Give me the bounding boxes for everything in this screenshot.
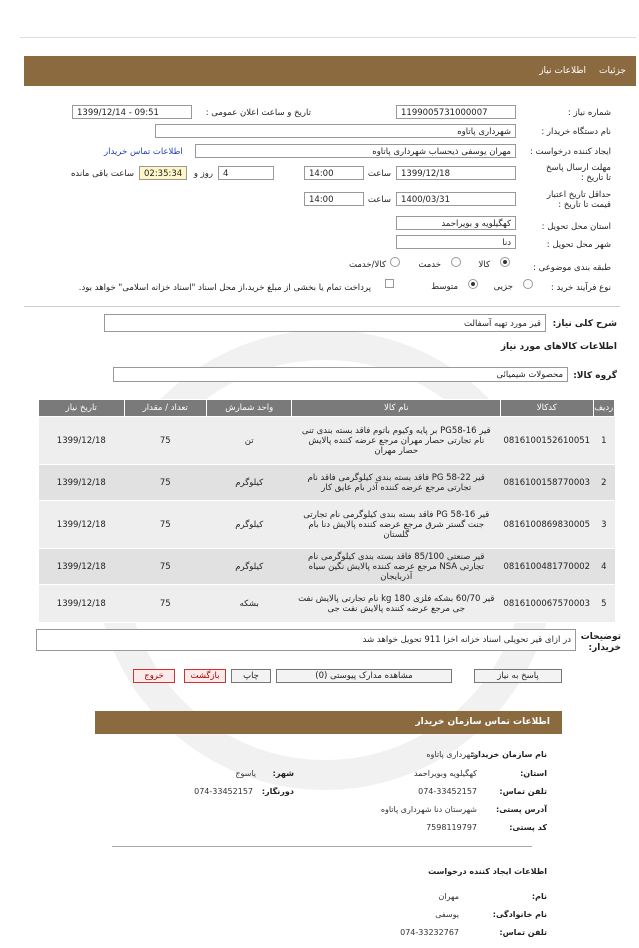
process-medium-radio[interactable]	[468, 279, 478, 289]
col-header-unit: واحد شمارش	[206, 400, 292, 417]
remaining-label: ساعت باقی مانده	[70, 169, 134, 179]
cell-code: 0816100158770003	[501, 465, 594, 501]
province-contact-value: کهگیلویه وبویراحمد	[413, 769, 477, 778]
table-header-row	[39, 400, 615, 417]
col-header-code: کدکالا	[501, 400, 594, 417]
deadline-date-field: 1399/12/18	[396, 166, 516, 180]
cell-index: 3	[593, 501, 614, 549]
cell-qty: 75	[124, 585, 206, 623]
divider	[24, 306, 620, 307]
cell-unit: کیلوگرم	[206, 501, 292, 549]
postal-label: کد پستی:	[509, 823, 547, 832]
deadline-time-label: ساعت	[367, 169, 391, 179]
table-row[interactable]	[39, 501, 615, 549]
items-title: اطلاعات کالاهای مورد نیاز	[500, 342, 617, 352]
contact-title: اطلاعات تماس سازمان خریدار	[415, 717, 550, 727]
summary-label: شرح کلی نیاز:	[552, 319, 617, 329]
cell-name: قیر PG 58-22 فاقد بسته بندی کیلوگرمی فاقد نام تجارتی مرجع عرضه کننده آذر بام عایق کار	[292, 465, 501, 501]
page-header	[24, 56, 636, 86]
deadline-time-field: 14:00	[304, 166, 364, 180]
province-field: کهگیلویه و بویراحمد	[396, 216, 516, 230]
cell-unit: بشکه	[206, 585, 292, 623]
cell-unit: کیلوگرم	[206, 549, 292, 585]
cell-unit: کیلوگرم	[206, 465, 292, 501]
buyer-field: شهرداری پاتاوه	[155, 124, 516, 138]
announce-label: تاریخ و ساعت اعلان عمومی :	[205, 108, 311, 118]
creator-field: مهران یوسفی ذیحساب شهرداری پاتاوه	[195, 144, 516, 158]
table-row[interactable]	[39, 549, 615, 585]
buyer-contact-link[interactable]: اطلاعات تماس خریدار	[104, 147, 183, 157]
announce-field: 1399/12/14 - 09:51	[72, 105, 192, 119]
city-contact-label: شهر:	[272, 769, 294, 778]
buyer-notes-field: در ازای قیر تحویلی اسناد خزانه اخزا 911 تحویل خواهد شد	[36, 629, 576, 651]
validity-date-field: 1400/03/31	[396, 192, 516, 206]
validity-time-field: 14:00	[304, 192, 364, 206]
remaining-time-field: 02:35:34	[139, 166, 187, 180]
category-goods-label: کالا	[478, 260, 490, 270]
cell-code: 0816100869830005	[501, 501, 594, 549]
table-row[interactable]	[39, 465, 615, 501]
process-label: نوع فرآیند خرید :	[550, 283, 611, 293]
process-partial-radio[interactable]	[523, 279, 533, 289]
contact-divider	[112, 846, 532, 847]
items-table	[38, 399, 615, 623]
buyer-notes-label: توضیحات خریدار:	[580, 632, 621, 653]
buyer-label: نام دستگاه خریدار :	[541, 127, 611, 137]
top-divider	[20, 37, 636, 38]
fax-value: 074-33452157	[194, 787, 253, 796]
print-button[interactable]: چاپ	[231, 669, 271, 683]
cell-date: 1399/12/18	[39, 501, 125, 549]
days-label: روز و	[193, 169, 213, 179]
cell-qty: 75	[124, 417, 206, 465]
days-field: 4	[218, 166, 274, 180]
name-label: نام:	[531, 892, 547, 901]
back-button[interactable]: بازگشت	[184, 669, 226, 683]
creator-info-title: اطلاعات ایجاد کننده درخواست	[428, 867, 547, 876]
cell-name: قیر 60/70 بشکه فلزی 180 kg نام تجارتی پالایش نفت جی مرجع عرضه کننده پالایش نفت جی	[292, 585, 501, 623]
cell-date: 1399/12/18	[39, 417, 125, 465]
validity-label: حداقل تاریخ اعتبار قیمت تا تاریخ :	[546, 190, 611, 210]
family-value: یوسفی	[435, 910, 459, 919]
cell-date: 1399/12/18	[39, 549, 125, 585]
address-value: شهرستان دنا شهرداری پاتاوه	[380, 805, 477, 814]
exit-button[interactable]: خروج	[133, 669, 175, 683]
cell-code: 0816100067570003	[501, 585, 594, 623]
cell-name: قیر PG58-16 بر پایه وکیوم باتوم فاقد بسته بندی تنی نام تجارتی حصار مهران مرجع عرضه کننده پالایش حصار مهران	[292, 417, 501, 465]
creator-phone-label: تلفن تماس:	[499, 928, 547, 937]
cell-index: 2	[593, 465, 614, 501]
cell-index: 1	[593, 417, 614, 465]
summary-field: قیر مورد تهیه آسفالت	[104, 314, 546, 332]
col-header-qty: تعداد / مقدار	[124, 400, 206, 417]
org-value: شهرداری پاتاوه	[426, 750, 477, 759]
table-row[interactable]	[39, 417, 615, 465]
table-row[interactable]	[39, 585, 615, 623]
view-docs-button[interactable]: مشاهده مدارک پیوستی (0)	[276, 669, 452, 683]
category-service-label: خدمت	[418, 260, 441, 270]
phone-value: 074-33452157	[418, 787, 477, 796]
payment-note: پرداخت تمام یا بخشی از مبلغ خرید،از محل اسناد "اسناد خزانه اسلامی" خواهد بود.	[78, 283, 371, 293]
cell-unit: تن	[206, 417, 292, 465]
name-value: مهران	[438, 892, 459, 901]
org-label: نام سازمان خریدار:	[470, 750, 547, 759]
fax-label: دورنگار:	[261, 787, 294, 796]
category-goods-service-label: کالا/خدمت	[349, 260, 386, 270]
phone-label: تلفن تماس:	[499, 787, 547, 796]
cell-date: 1399/12/18	[39, 585, 125, 623]
creator-phone-value: 074-33232767	[400, 928, 459, 937]
process-partial-label: جزیی	[493, 282, 513, 292]
cell-code: 0816100152610051	[501, 417, 594, 465]
col-header-name: نام کالا	[292, 400, 501, 417]
category-service-radio[interactable]	[451, 257, 461, 267]
col-header-date: تاریخ نیاز	[39, 400, 125, 417]
need-info-link[interactable]: اطلاعات نیاز	[539, 66, 586, 76]
col-header-index: ردیف	[593, 400, 614, 417]
postal-value: 7598119797	[426, 823, 477, 832]
cell-date: 1399/12/18	[39, 465, 125, 501]
need-number-field: 1199005731000007	[396, 105, 516, 119]
need-number-label: شماره نیاز :	[567, 108, 611, 118]
cell-index: 4	[593, 549, 614, 585]
reply-button[interactable]: پاسخ به نیاز	[474, 669, 562, 683]
cell-name: قیر PG 58-16 فاقد بسته بندی کیلوگرمی نام تجارتی جنت گستر شرق مرجع عرضه کننده پالایش دنا بام گلستان	[292, 501, 501, 549]
address-label: آدرس پستی:	[496, 805, 547, 814]
cell-qty: 75	[124, 465, 206, 501]
cell-index: 5	[593, 585, 614, 623]
cell-qty: 75	[124, 501, 206, 549]
group-label: گروه کالا:	[573, 371, 617, 381]
cell-qty: 75	[124, 549, 206, 585]
category-goods-service-radio[interactable]	[390, 257, 400, 267]
process-medium-label: متوسط	[431, 282, 458, 292]
city-label: شهر محل تحویل :	[546, 240, 611, 250]
validity-time-label: ساعت	[367, 195, 391, 205]
category-label: طبقه بندی موضوعی :	[533, 263, 611, 273]
contact-header	[95, 711, 562, 734]
city-field: دنا	[396, 235, 516, 249]
family-label: نام خانوادگی:	[492, 910, 547, 919]
province-label: استان محل تحویل :	[541, 222, 611, 232]
details-link[interactable]: جزئیات	[599, 66, 626, 76]
creator-label: ایجاد کننده درخواست :	[529, 147, 611, 157]
cell-code: 0816100481770002	[501, 549, 594, 585]
city-contact-value: یاسوج	[235, 769, 256, 778]
province-contact-label: استان:	[520, 769, 547, 778]
deadline-label: مهلت ارسال پاسخ تا تاریخ :	[546, 163, 611, 183]
cell-name: قیر صنعتی 85/100 فاقد بسته بندی کیلوگرمی نام تجارتی NSA مرجع عرضه کننده پالایش نگین سیاه آذربایجان	[292, 549, 501, 585]
group-field: محصولات شیمیائی	[113, 367, 568, 382]
payment-checkbox[interactable]	[385, 279, 394, 288]
category-goods-radio[interactable]	[500, 257, 510, 267]
